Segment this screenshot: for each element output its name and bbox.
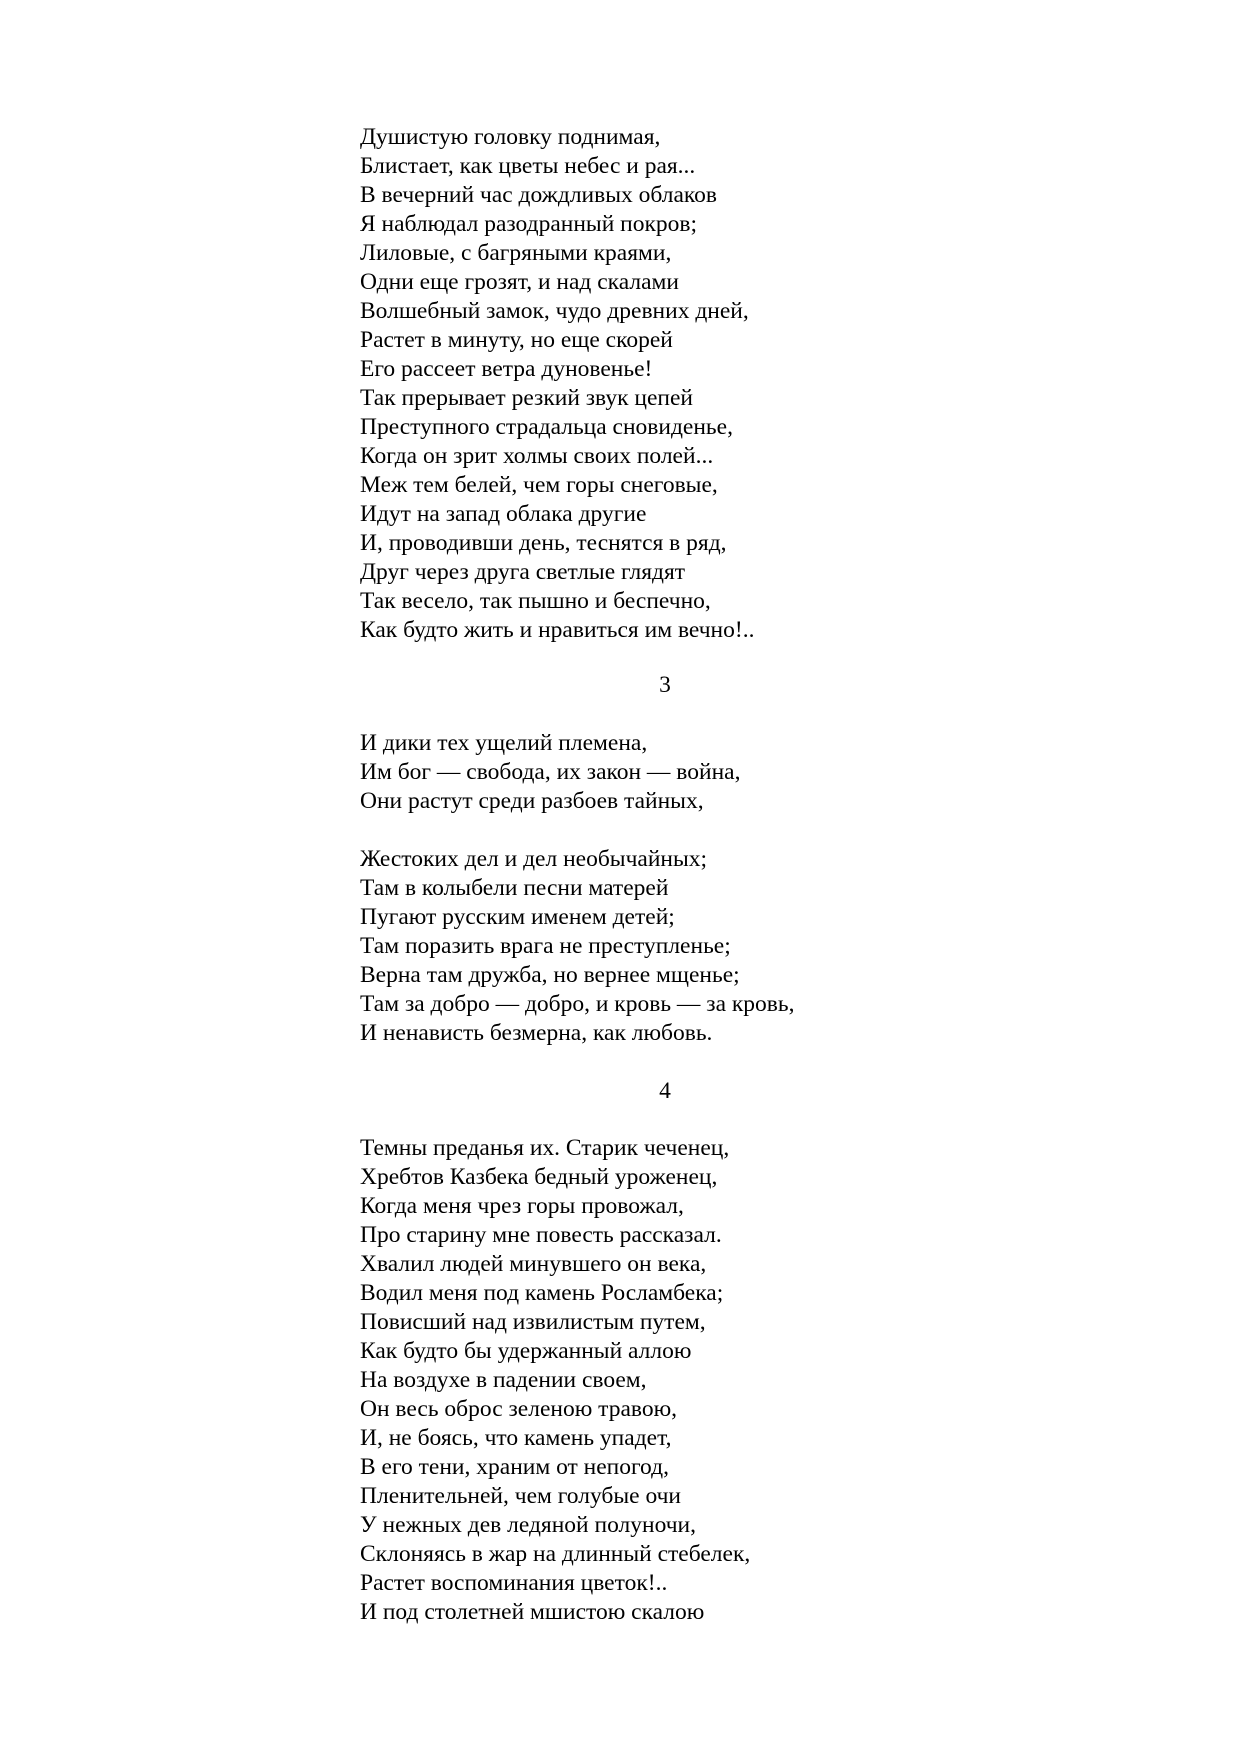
stanza-3-part-1 (360, 729, 1080, 816)
verse-line: Они растут среди разбоев тайных, (360, 788, 704, 814)
verse-line: Его рассеет ветра дуновенье! (360, 356, 653, 382)
stanza-3-part-2 (360, 845, 1080, 1048)
section-number-4: 4 (659, 1078, 671, 1104)
verse-line: Хвалил людей минувшего он века, (360, 1251, 707, 1277)
verse-line: Жестоких дел и дел необычайных; (360, 846, 708, 872)
verse-line: Я наблюдал разодранный покров; (360, 211, 698, 237)
stanza-2-text (360, 123, 1080, 645)
stanza-4-text (360, 1134, 1080, 1627)
verse-line: Про старину мне повесть рассказал. (360, 1222, 722, 1248)
verse-line: Верна там дружба, но вернее мщенье; (360, 962, 740, 988)
section-number-3: 3 (659, 672, 671, 698)
verse-line: Душистую головку поднимая, (360, 124, 661, 150)
verse-line: Одни еще грозят, и над скалами (360, 269, 679, 295)
verse-line: Когда меня чрез горы провожал, (360, 1193, 684, 1219)
verse-line: Там за добро — добро, и кровь — за кровь, (360, 991, 795, 1017)
verse-line: И, проводивши день, теснятся в ряд, (360, 530, 727, 556)
verse-line: Когда он зрит холмы своих полей... (360, 443, 714, 469)
verse-line: Меж тем белей, чем горы снеговые, (360, 472, 718, 498)
verse-line: Им бог — свобода, их закон — война, (360, 759, 741, 785)
verse-line: У нежных дев ледяной полуночи, (360, 1512, 696, 1538)
verse-line: Водил меня под камень Росламбека; (360, 1280, 724, 1306)
verse-line: И ненависть безмерна, как любовь. (360, 1020, 713, 1046)
verse-line: Пугают русским именем детей; (360, 904, 675, 930)
verse-line: Так весело, так пышно и беспечно, (360, 588, 711, 614)
verse-line: Волшебный замок, чудо древних дней, (360, 298, 749, 324)
verse-line: Так прерывает резкий звук цепей (360, 385, 693, 411)
verse-line: Блистает, как цветы небес и рая... (360, 153, 696, 179)
verse-line: Пленительней, чем голубые очи (360, 1483, 682, 1509)
verse-line: Хребтов Казбека бедный уроженец, (360, 1164, 718, 1190)
verse-line: И дики тех ущелий племена, (360, 730, 648, 756)
verse-line: Лиловые, с багряными краями, (360, 240, 672, 266)
verse-line: На воздухе в падении своем, (360, 1367, 647, 1393)
verse-line: Как будто бы удержанный аллою (360, 1338, 692, 1364)
verse-line: Растет в минуту, но еще скорей (360, 327, 673, 353)
verse-line: Склоняясь в жар на длинный стебелек, (360, 1541, 751, 1567)
verse-line: Растет воспоминания цветок!.. (360, 1570, 668, 1596)
verse-line: В вечерний час дождливых облаков (360, 182, 717, 208)
verse-line: В его тени, храним от непогод, (360, 1454, 669, 1480)
verse-line: Там в колыбели песни матерей (360, 875, 669, 901)
verse-line: Как будто жить и нравиться им вечно!.. (360, 617, 755, 643)
verse-line: Идут на запад облака другие (360, 501, 647, 527)
verse-line: И, не боясь, что камень упадет, (360, 1425, 672, 1451)
verse-line: Он весь оброс зеленою травою, (360, 1396, 677, 1422)
verse-line: Повисший над извилистым путем, (360, 1309, 706, 1335)
verse-line: И под столетней мшистою скалою (360, 1599, 705, 1625)
verse-line: Там поразить врага не преступленье; (360, 933, 731, 959)
verse-line: Друг через друга светлые глядят (360, 559, 686, 585)
verse-line: Преступного страдальца сновиденье, (360, 414, 733, 440)
verse-line: Темны преданья их. Старик чеченец, (360, 1135, 730, 1161)
